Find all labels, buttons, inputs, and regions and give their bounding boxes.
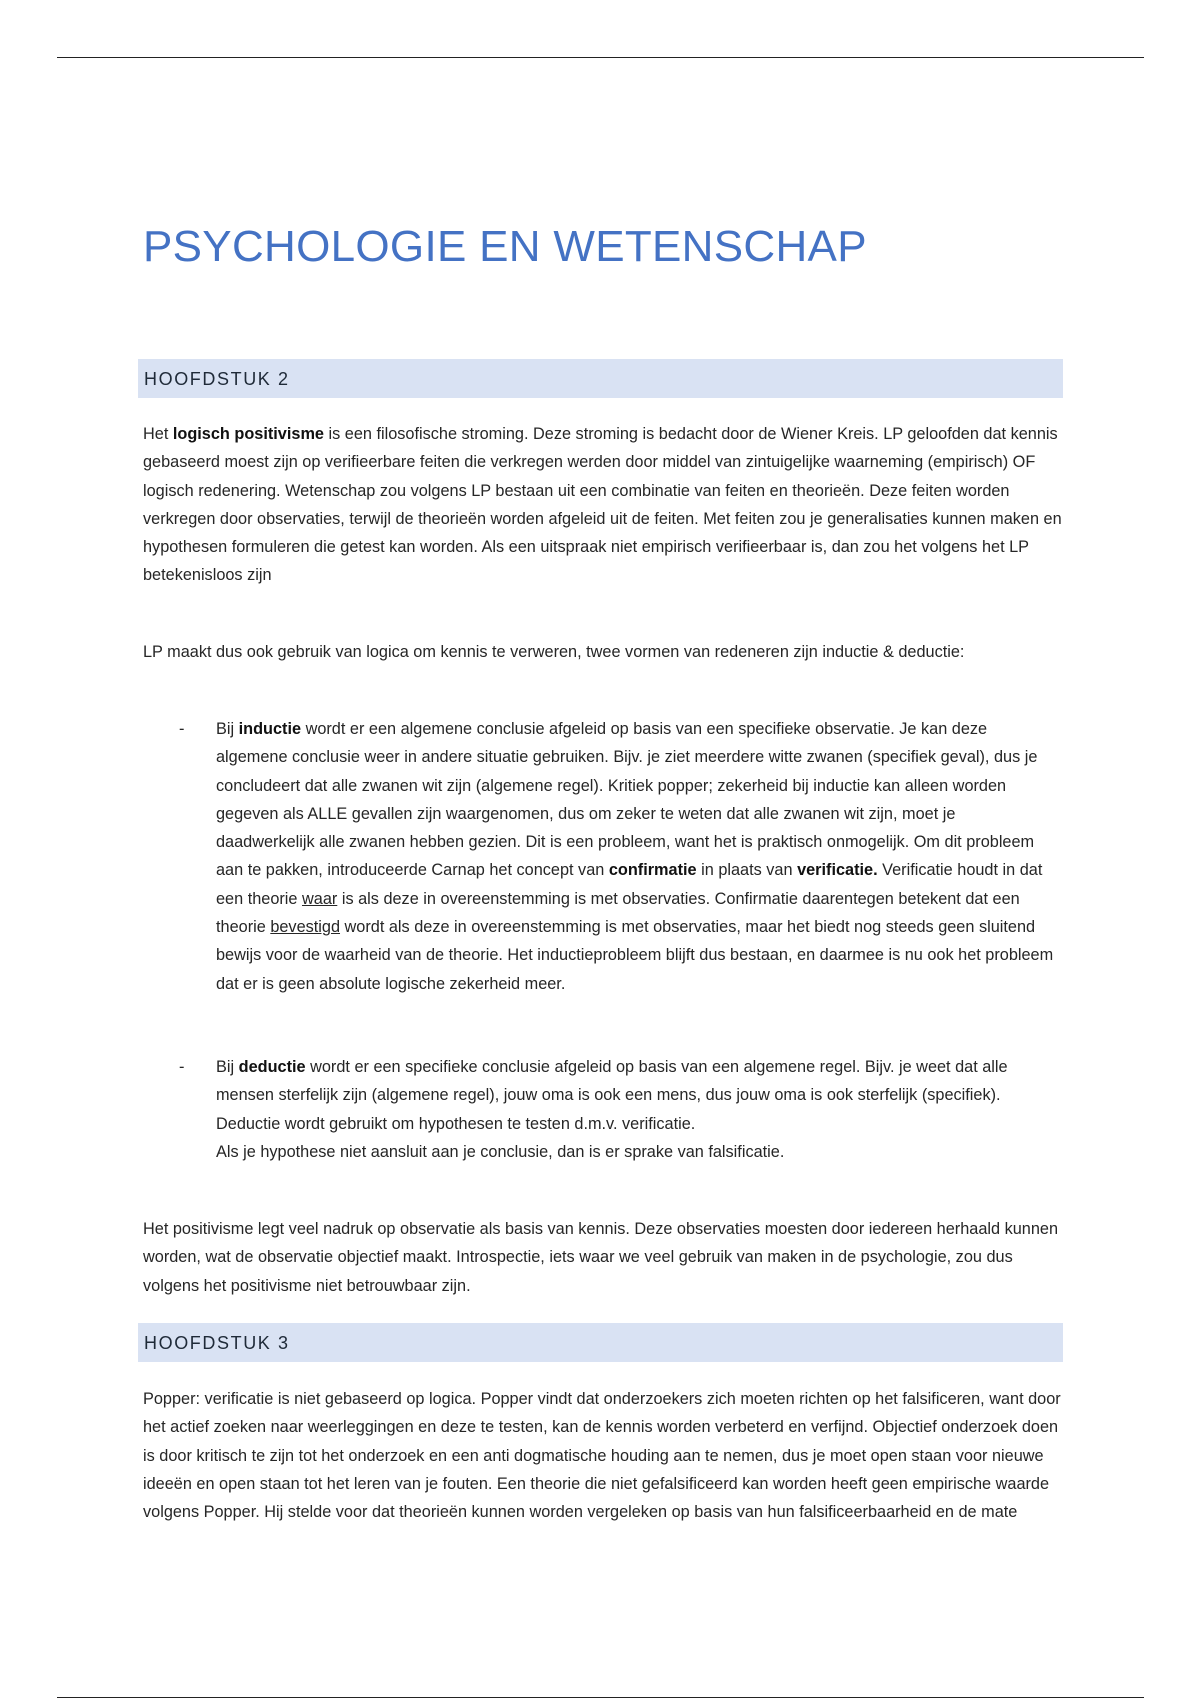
paragraph-redeneren: LP maakt dus ook gebruik van logica om kennis te verweren, twee vormen van redeneren zijn inductie & deductie: [143, 643, 965, 661]
chapter-3-heading-bar [138, 1323, 1063, 1362]
chapter-3-heading: HOOFDSTUK 3 [144, 1333, 290, 1353]
text-span: Bij [216, 720, 239, 738]
bold-term: deductie [238, 1058, 306, 1076]
bold-term: logisch positivisme [172, 425, 324, 443]
paragraph-logisch-positivisme [143, 420, 1068, 590]
bold-term: verificatie. [797, 861, 878, 880]
text-span: is als deze in overeenstemming is met observaties. Confirmatie daarentegen betekent dat een theorie [216, 889, 1020, 937]
underlined-term: bevestigd [270, 918, 341, 937]
bullet-deductie [179, 1053, 1054, 1166]
text-span: is een filosofische stroming. Deze stroming is bedacht door de Wiener Kreis. LP geloofden dat kennis gebaseerd moest zijn op verifieerbare feiten die verkregen werden door middel van zintuigelijke waarneming (empirisch) OF logisch redenering. Wetenschap zou volgens LP bestaan uit een combinatie van feiten en theorieën. Deze feiten worden verkregen door observaties, terwijl de theorieën worden afgeleid uit de feiten. Met feiten zou je generalisaties kunnen maken en hypothesen formuleren die getest kan worden. Als een uitspraak niet empirisch verifieerbaar is, dan zou het volgens het LP betekenisloos zijn [143, 425, 1062, 585]
document-title: PSYCHOLOGIE EN WETENSCHAP [143, 222, 867, 271]
text-span: Bij [216, 1058, 239, 1076]
text-span: in plaats van [696, 861, 798, 880]
paragraph-positivisme-observatie: Het positivisme legt veel nadruk op observatie als basis van kennis. Deze observaties moesten door iedereen herhaald kunnen worden, wat de observatie objectief maakt. Introspectie, iets waar we veel gebruik van maken in de psychologie, zou dus volgens het positivisme niet betrouwbaar zijn. [143, 1220, 1058, 1295]
chapter-2-heading: HOOFDSTUK 2 [144, 369, 290, 389]
text-span: Het [143, 425, 173, 443]
bold-term: confirmatie [608, 861, 697, 880]
text-span: wordt er een algemene conclusie afgeleid op basis van een specifieke observatie. Je kan deze algemene conclusie weer in andere situatie gebruiken. Bijv. je ziet meerdere witte zwanen (specifiek geval), dus je concludeert dat alle zwanen wit zijn (algemene regel). Kritiek popper; zekerheid bij inductie kan alleen worden gegeven als ALLE gevallen zijn waargenomen, dus om zeker te weten dat alle zwanen wit zijn, moet je daadwerkelijk alle zwanen hebben gezien. Dit is een probleem, want het is praktisch onmogelijk. Om dit probleem aan te pakken, introduceerde Carnap het concept van [216, 720, 1038, 880]
text-span: Verificatie houdt in dat een theorie [216, 861, 1043, 908]
bullet-inductie [179, 715, 1054, 998]
bold-term: inductie [238, 720, 302, 738]
bullet-dash: - [179, 720, 185, 738]
paragraph-popper: Popper: verificatie is niet gebaseerd op logica. Popper vindt dat onderzoekers zich moeten richten op het falsificeren, want door het actief zoeken naar weerleggingen en deze te testen, kan de kennis worden verbeterd en verfijnd. Objectief onderzoek doen is door kritisch te zijn tot het onderzoek en een anti dogmatische houding aan te nemen, dus je moet open staan voor nieuwe ideeën en open staan tot het leren van je fouten. Een theorie die niet gefalsificeerd kan worden heeft geen empirische waarde volgens Popper. Hij stelde voor dat theorieën kunnen worden vergeleken op basis van hun falsificeerbaarheid en de mate [143, 1390, 1061, 1522]
footer-rule [57, 1697, 1144, 1698]
text-span: Als je hypothese niet aansluit aan je conclusie, dan is er sprake van falsificatie. [216, 1142, 785, 1161]
bullet-dash: - [179, 1058, 185, 1076]
header-rule [57, 57, 1144, 58]
text-span: wordt als deze in overeenstemming is met observaties, maar het biedt nog steeds geen sluitend bewijs voor de waarheid van de theorie. Het inductieprobleem blijft dus bestaan, en daarmee is nu ook het probleem dat er is geen absolute logische zekerheid meer. [216, 918, 1054, 993]
underlined-term: waar [302, 889, 338, 908]
text-span: wordt er een specifieke conclusie afgeleid op basis van een algemene regel. Bijv. je weet dat alle mensen sterfelijk zijn (algemene regel), jouw oma is ook een mens, dus jouw oma is ook sterfelijk (specifiek). Deductie wordt gebruikt om hypothesen te testen d.m.v. verificatie. [216, 1058, 1008, 1133]
chapter-2-heading-bar [138, 359, 1063, 398]
